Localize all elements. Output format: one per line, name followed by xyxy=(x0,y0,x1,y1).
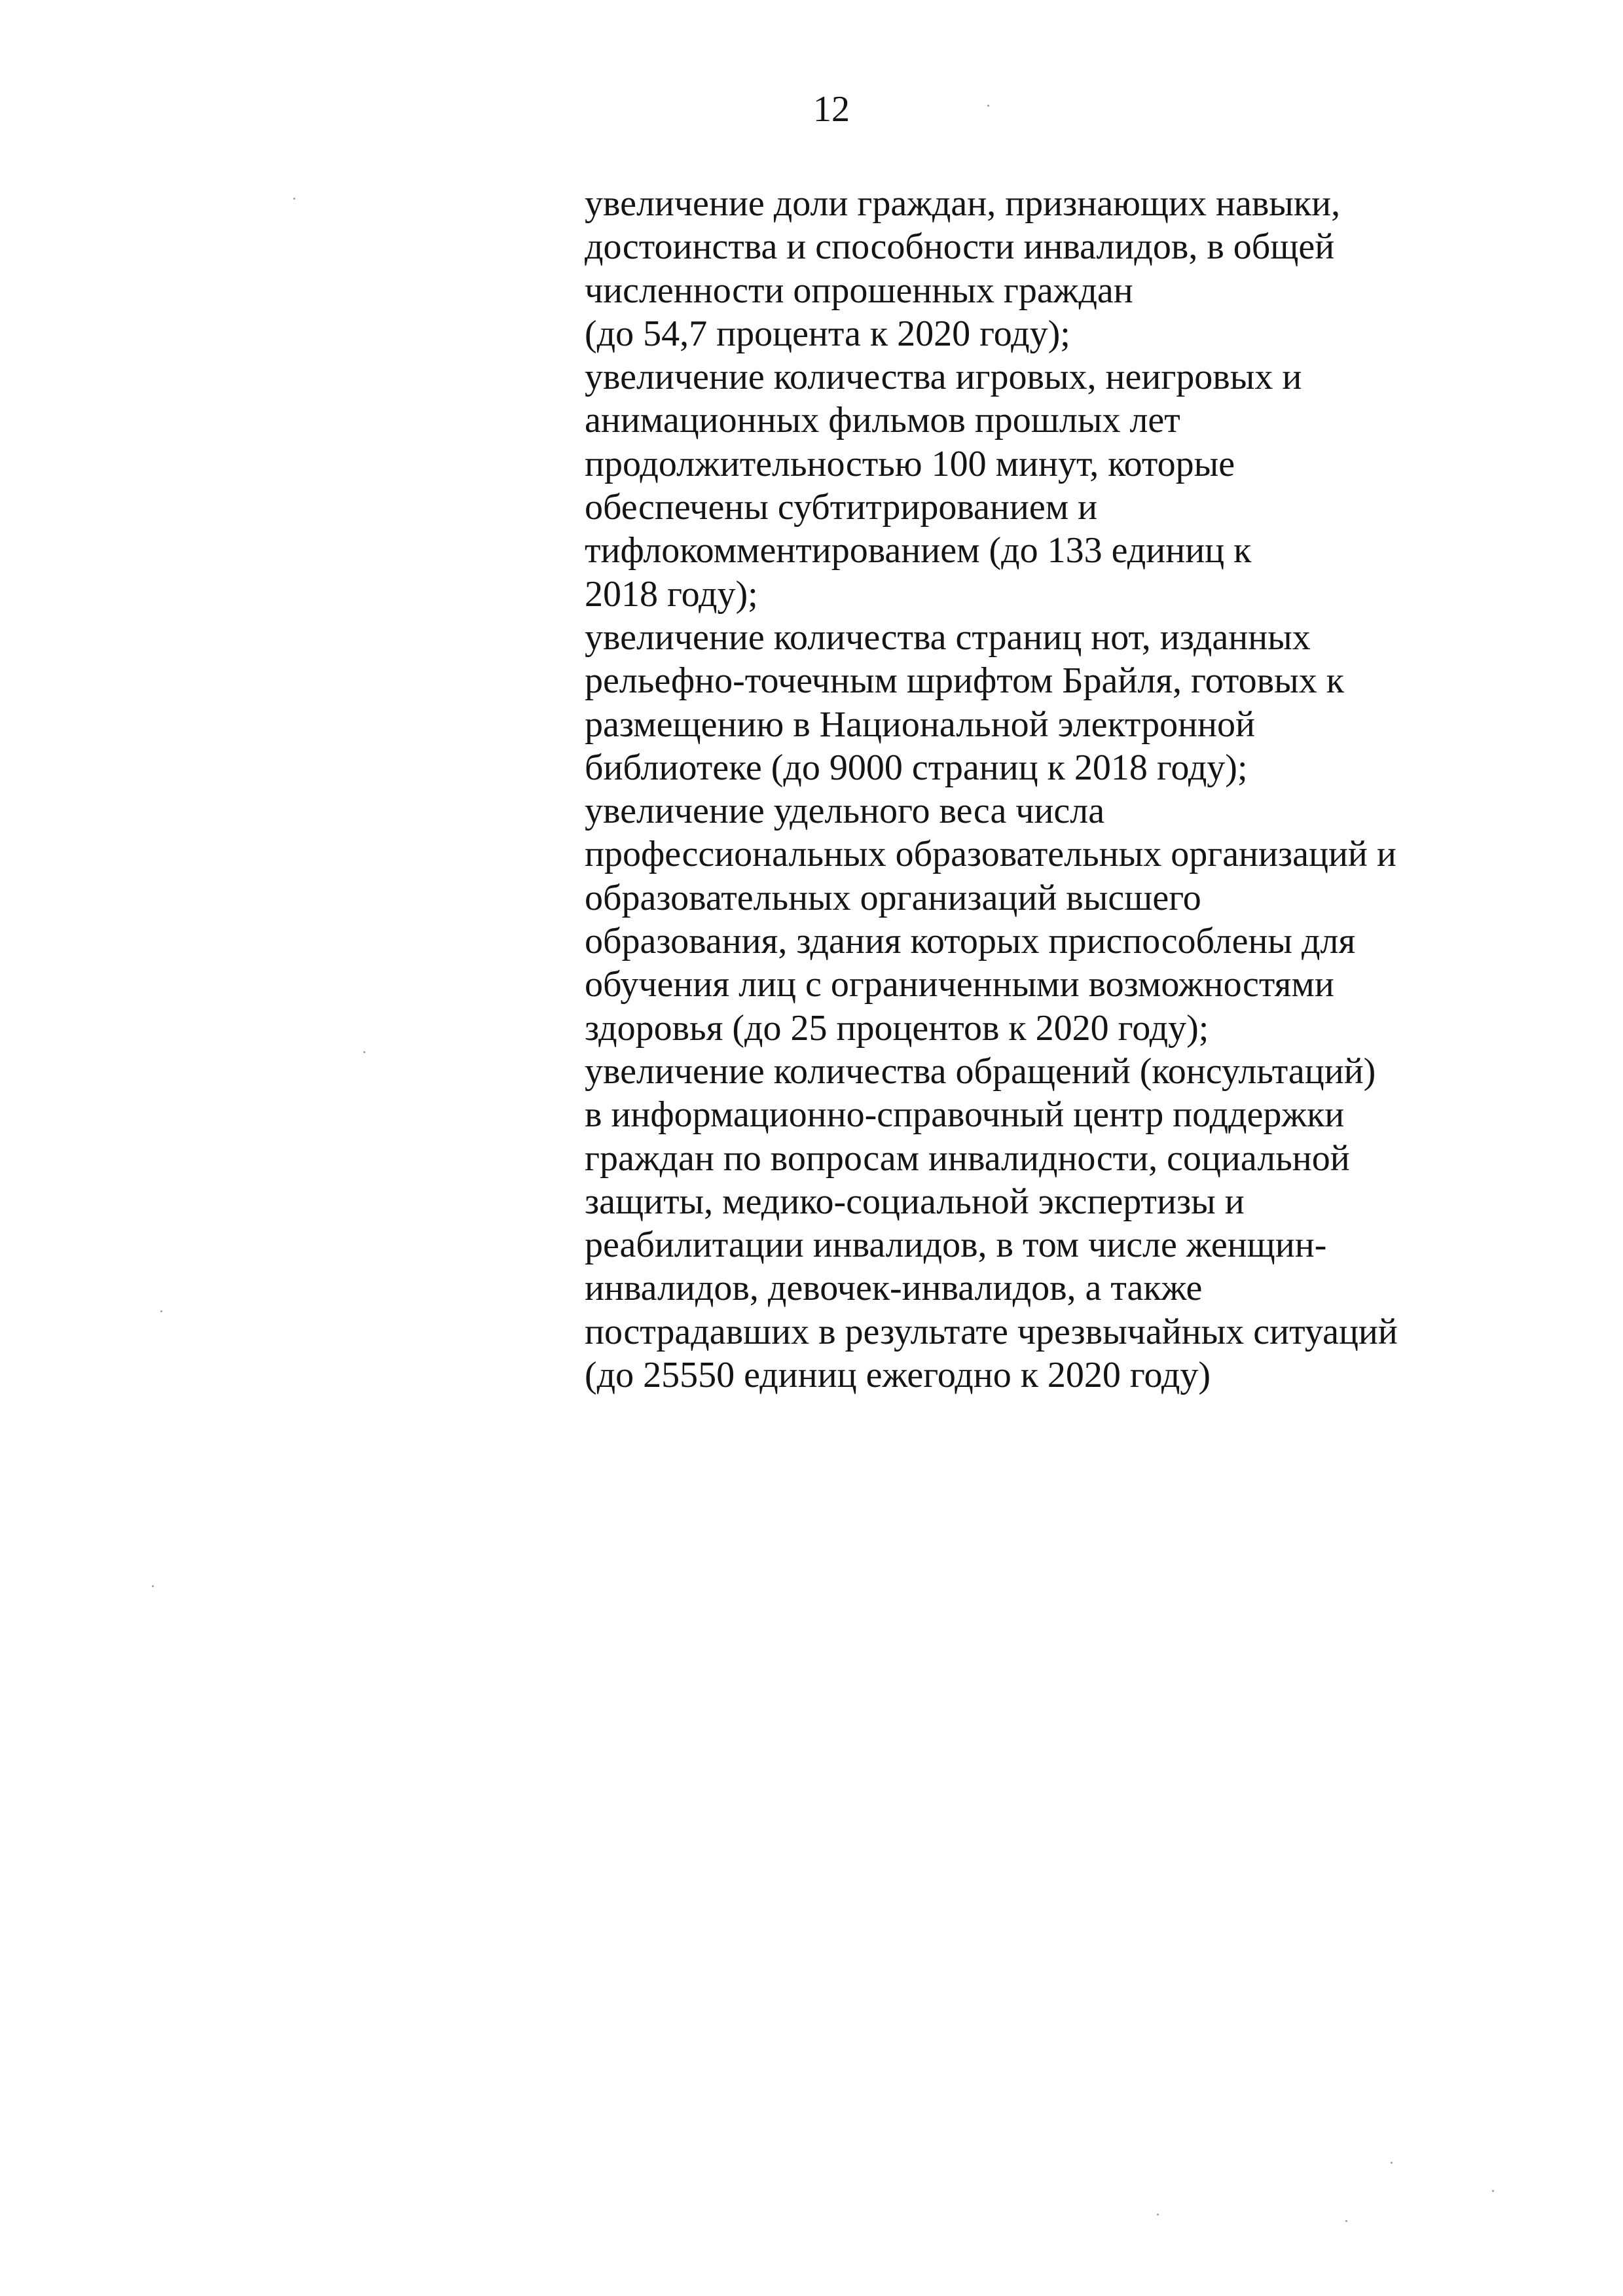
text-line: анимационных фильмов прошлых лет xyxy=(585,400,1180,441)
text-line: пострадавших в результате чрезвычайных ситуаций xyxy=(585,1311,1398,1352)
text-line: увеличение количества игровых, неигровых и xyxy=(585,357,1302,398)
text-line: 2018 году); xyxy=(585,573,758,615)
text-line: продолжительностью 100 минут, которые xyxy=(585,443,1235,484)
scan-speck xyxy=(363,1051,365,1053)
text-line: граждан по вопросам инвалидности, социальной xyxy=(585,1138,1350,1179)
text-line: увеличение удельного веса числа xyxy=(585,791,1105,832)
scan-speck xyxy=(1492,2190,1494,2192)
scan-speck xyxy=(1345,2220,1347,2222)
text-line: защиты, медико-социальной экспертизы и xyxy=(585,1181,1245,1222)
text-line: обеспечены субтитрированием и xyxy=(585,487,1098,528)
text-line: обучения лиц с ограниченными возможностями xyxy=(585,964,1334,1005)
text-line: достоинства и способности инвалидов, в общей xyxy=(585,226,1335,268)
text-line: рельефно-точечным шрифтом Брайля, готовых к xyxy=(585,660,1344,702)
text-line: (до 54,7 процента к 2020 году); xyxy=(585,313,1070,354)
scan-speck xyxy=(987,105,989,107)
text-line: численности опрошенных граждан xyxy=(585,270,1133,311)
text-line: в информационно-справочный центр поддержки xyxy=(585,1094,1345,1136)
text-line: образовательных организаций высшего xyxy=(585,877,1201,918)
text-line: размещению в Национальной электронной xyxy=(585,704,1255,745)
text-line: библиотеке (до 9000 страниц к 2018 году); xyxy=(585,747,1248,788)
scan-speck xyxy=(160,1310,162,1312)
text-line: реабилитации инвалидов, в том числе женщин- xyxy=(585,1225,1327,1266)
text-line: образования, здания которых приспособлены для xyxy=(585,921,1356,962)
text-line: профессиональных образовательных организаций и xyxy=(585,834,1396,875)
text-line: (до 25550 единиц ежегодно к 2020 году) xyxy=(585,1355,1211,1396)
text-line: тифлокомментированием (до 133 единиц к xyxy=(585,530,1252,571)
text-line: увеличение количества страниц нот, изданных xyxy=(585,617,1311,658)
text-line: увеличение количества обращений (консультаций) xyxy=(585,1050,1376,1092)
scan-speck xyxy=(1157,2214,1159,2215)
text-line: инвалидов, девочек-инвалидов, а также xyxy=(585,1268,1203,1309)
body-text xyxy=(585,182,1527,1397)
scan-speck xyxy=(152,1585,154,1587)
text-line: увеличение доли граждан, признающих навыки, xyxy=(585,183,1341,224)
scan-speck xyxy=(293,198,295,200)
scan-speck xyxy=(1391,2162,1393,2164)
text-line: здоровья (до 25 процентов к 2020 году); xyxy=(585,1007,1209,1049)
page-number: 12 xyxy=(813,89,850,130)
